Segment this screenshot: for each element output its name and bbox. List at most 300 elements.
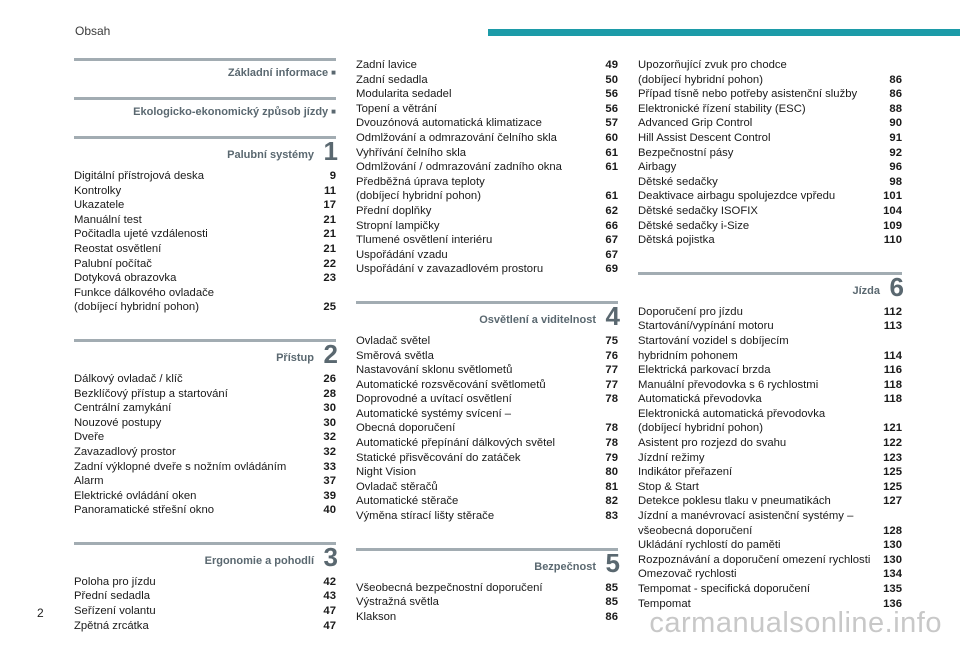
entry-title: Funkce dálkového ovladače — [74, 286, 215, 299]
entry-page: 101 — [883, 190, 902, 203]
toc-entry[interactable] — [356, 421, 618, 436]
entry-title: Bezklíčový přístup a startování — [74, 387, 228, 400]
entry-page: 92 — [889, 146, 902, 159]
entry-page: 76 — [605, 349, 618, 362]
toc-entry[interactable] — [356, 494, 618, 509]
section-title — [227, 149, 314, 161]
toc-entry[interactable] — [638, 421, 902, 436]
toc-entry[interactable] — [74, 286, 336, 301]
toc-entry[interactable] — [356, 378, 618, 393]
entry-title: Statické přisvěcování do zatáček — [356, 451, 521, 464]
entry-page: 62 — [605, 204, 618, 217]
entry-page: 47 — [323, 605, 336, 618]
entry-page: 56 — [605, 88, 618, 101]
toc-entry[interactable] — [356, 262, 618, 277]
toc-entry[interactable] — [638, 349, 902, 364]
toc-entry[interactable] — [356, 248, 618, 263]
toc-entry[interactable] — [638, 509, 902, 524]
entry-title: Modularita sedadel — [356, 88, 452, 101]
entry-title: Všeobecná bezpečnostní doporučení — [356, 581, 543, 594]
toc-entry[interactable] — [74, 503, 336, 518]
entry-page: 127 — [883, 495, 902, 508]
entry-title: Elektronická automatická převodovka — [638, 407, 826, 420]
toc-entry[interactable] — [356, 451, 618, 466]
entry-page: 22 — [323, 257, 336, 270]
toc-section — [356, 58, 618, 277]
toc-entry[interactable] — [356, 204, 618, 219]
toc-entry[interactable] — [356, 407, 618, 422]
entry-title: Dětské sedačky i-Size — [638, 219, 750, 232]
entry-page: 80 — [605, 466, 618, 479]
toc-entry[interactable] — [638, 407, 902, 422]
watermark: carmanualsonline.info — [649, 607, 942, 639]
section-title — [852, 285, 880, 297]
entry-title: Výstražná světla — [356, 596, 439, 609]
entry-title: (dobíjecí hybridní pohon) — [638, 422, 763, 435]
entry-title: Dětské sedačky — [638, 175, 718, 188]
entry-title: Elektrické ovládání oken — [74, 489, 197, 502]
entry-title: Výměna stírací lišty stěrače — [356, 510, 495, 523]
entry-page: 28 — [323, 387, 336, 400]
entry-title: Uspořádání v zavazadlovém prostoru — [356, 263, 544, 276]
toc-section — [356, 548, 618, 625]
section-title-text: Osvětlení a viditelnost — [479, 313, 596, 326]
entry-page: 83 — [605, 510, 618, 523]
toc-entry[interactable] — [74, 169, 336, 184]
entry-title: Automatické systémy svícení – — [356, 407, 512, 420]
entry-title: Asistent pro rozjezd do svahu — [638, 437, 787, 450]
entry-page: 43 — [323, 590, 336, 603]
toc-column-1 — [74, 58, 336, 657]
entry-title: Ukládání rychlostí do paměti — [638, 539, 781, 552]
toc-entry[interactable] — [638, 233, 902, 248]
toc-section — [74, 136, 336, 315]
toc-entry[interactable] — [638, 116, 902, 131]
toc-entry[interactable] — [74, 271, 336, 286]
entry-title: Indikátor přeřazení — [638, 466, 733, 479]
toc-entry[interactable] — [638, 436, 902, 451]
entry-page: 77 — [605, 378, 618, 391]
toc-entry[interactable] — [74, 489, 336, 504]
entry-title: Ovladač stěračů — [356, 480, 438, 493]
entry-page: 56 — [605, 102, 618, 115]
section-title-text: Základní informace — [227, 67, 329, 79]
entry-title: Panoramatické střešní okno — [74, 504, 215, 517]
section-heading — [74, 542, 336, 575]
toc-entry[interactable] — [638, 582, 902, 597]
entry-title: Kontrolky — [74, 184, 122, 197]
toc-entry[interactable] — [356, 146, 618, 161]
entry-title: Jízdní a manévrovací asistenční systémy – — [638, 510, 854, 523]
toc-entry[interactable] — [356, 392, 618, 407]
entry-title: Automatické stěrače — [356, 495, 459, 508]
entry-title: Automatické rozsvěcování světlometů — [356, 378, 546, 391]
entry-title: Ovladač světel — [356, 334, 431, 347]
entry-page: 23 — [323, 272, 336, 285]
entry-title: Digitální přístrojová deska — [74, 170, 204, 182]
entry-page: 118 — [883, 393, 902, 406]
entry-title: Předběžná úprava teploty — [356, 175, 485, 188]
toc-entry[interactable] — [638, 175, 902, 190]
entry-page: 78 — [605, 422, 618, 435]
entry-title: Dětská pojistka — [638, 234, 715, 247]
entry-page: 69 — [605, 263, 618, 276]
toc-entry[interactable] — [356, 610, 618, 625]
toc-entry[interactable] — [638, 305, 902, 320]
toc-entry[interactable] — [74, 575, 336, 590]
entry-page: 32 — [323, 431, 336, 444]
toc-entry[interactable] — [638, 480, 902, 495]
entry-page: 110 — [883, 234, 902, 247]
entry-page: 135 — [883, 583, 902, 595]
entry-page: 57 — [605, 117, 618, 130]
entry-title: Zpětná zrcátka — [74, 619, 149, 632]
entry-page: 39 — [323, 489, 336, 502]
section-title-text: Palubní systémy — [227, 149, 314, 161]
toc-entry[interactable] — [638, 567, 902, 582]
section-heading — [638, 272, 902, 305]
entry-page: 104 — [883, 204, 902, 217]
toc-section — [74, 542, 336, 633]
entry-page: 123 — [883, 451, 902, 464]
entry-page: 67 — [605, 248, 618, 261]
toc-section — [74, 97, 336, 120]
entry-page: 37 — [323, 475, 336, 488]
section-title — [276, 352, 314, 364]
toc-section — [638, 272, 902, 611]
toc-entry[interactable] — [74, 257, 336, 272]
toc-entry[interactable] — [356, 480, 618, 495]
section-title-text: Ekologicko-ekonomický způsob jízdy — [133, 106, 329, 118]
entry-page: 85 — [605, 596, 618, 609]
entry-title: Rozpoznávání a doporučení omezení rychlosti — [638, 553, 871, 566]
entry-title: Manuální převodovka s 6 rychlostmi — [638, 378, 819, 391]
entry-title: Deaktivace airbagu spolujezdce vpředu — [638, 190, 836, 203]
entry-page: 61 — [605, 161, 618, 174]
entry-title: Nouzové postupy — [74, 416, 162, 429]
section-title — [534, 561, 596, 573]
entry-page: 21 — [323, 213, 336, 226]
toc-entry[interactable] — [356, 334, 618, 349]
toc-section — [74, 58, 336, 81]
entry-title: hybridním pohonem — [638, 349, 738, 362]
entry-title: Stop & Start — [638, 480, 699, 493]
page-header-title: Obsah — [75, 24, 111, 38]
toc-entry[interactable] — [356, 160, 618, 175]
toc-entry[interactable] — [74, 401, 336, 416]
entry-title: Zadní sedadla — [356, 73, 428, 86]
toc-entry[interactable] — [638, 87, 902, 102]
toc-entry[interactable] — [356, 175, 618, 190]
entry-page: 82 — [605, 495, 618, 508]
entry-title: Doporučení pro jízdu — [638, 305, 743, 318]
entry-page: 61 — [605, 190, 618, 203]
toc-entry[interactable] — [356, 581, 618, 596]
entry-title: Startování vozidel s dobíjecím — [638, 334, 789, 347]
entry-page: 118 — [883, 378, 902, 391]
toc-entry[interactable] — [356, 436, 618, 451]
section-number: 5 — [605, 547, 620, 578]
entry-title: Případ tísně nebo potřeby asistenční služby — [638, 88, 858, 101]
entry-page: 79 — [605, 451, 618, 464]
entry-title: Seřízení volantu — [74, 605, 156, 618]
entry-page: 26 — [323, 372, 336, 385]
toc-entry[interactable] — [356, 131, 618, 146]
section-number: 1 — [323, 136, 338, 166]
entry-title: Hill Assist Descent Control — [638, 131, 771, 144]
entry-page: 75 — [605, 334, 618, 347]
toc-entry[interactable] — [356, 87, 618, 102]
header-accent-bar — [488, 29, 960, 36]
entry-page: 78 — [605, 393, 618, 406]
toc-entry[interactable] — [638, 363, 902, 378]
entry-page: 50 — [605, 73, 618, 86]
entry-page: 114 — [883, 349, 902, 362]
toc-entry[interactable] — [638, 189, 902, 204]
entry-page: 85 — [605, 581, 618, 594]
section-heading — [74, 97, 336, 120]
toc-entry[interactable] — [638, 58, 902, 73]
section-title-text: Jízda — [852, 284, 880, 297]
entry-title: (dobíjecí hybridní pohon) — [356, 190, 481, 203]
toc-entry[interactable] — [638, 451, 902, 466]
entry-title: Nastavování sklonu světlometů — [356, 364, 513, 377]
toc-entry[interactable] — [638, 553, 902, 568]
section-title — [479, 314, 596, 326]
entry-title: Alarm — [74, 475, 104, 488]
section-title — [228, 67, 336, 79]
entry-title: Odmlžování a odmrazování čelního skla — [356, 131, 557, 144]
toc-entry[interactable] — [356, 595, 618, 610]
entry-title: Manuální test — [74, 213, 142, 226]
toc-entry[interactable] — [638, 160, 902, 175]
entry-page: 30 — [323, 416, 336, 429]
entry-title: Přední sedadla — [74, 590, 150, 603]
entry-page: 9 — [329, 170, 336, 182]
entry-title: Centrální zamykání — [74, 402, 172, 415]
toc-section — [356, 301, 618, 524]
toc-entry[interactable] — [638, 204, 902, 219]
toc-entry[interactable] — [356, 219, 618, 234]
toc-entry[interactable] — [638, 334, 902, 349]
toc-entry[interactable] — [74, 387, 336, 402]
entry-title: Reostat osvětlení — [74, 242, 162, 255]
section-number: 2 — [323, 338, 338, 369]
toc-entry[interactable] — [638, 73, 902, 88]
toc-entry[interactable] — [74, 619, 336, 634]
toc-entry[interactable] — [74, 372, 336, 387]
entry-title: Odmlžování / odmrazování zadního okna — [356, 161, 562, 174]
entry-page: 21 — [323, 242, 336, 255]
entry-page: 122 — [883, 437, 902, 450]
toc-entry[interactable] — [638, 494, 902, 509]
toc-entry[interactable] — [74, 460, 336, 475]
entry-page: 91 — [889, 131, 902, 144]
section-heading — [74, 58, 336, 81]
entry-page: 112 — [883, 305, 902, 318]
toc-entry[interactable] — [638, 378, 902, 393]
toc-entry[interactable] — [356, 509, 618, 524]
section-heading — [74, 339, 336, 372]
entry-page: 42 — [323, 575, 336, 588]
entry-title: Dětské sedačky ISOFIX — [638, 204, 758, 217]
toc-entry[interactable] — [638, 538, 902, 553]
entry-page: 11 — [324, 184, 336, 197]
entry-title: Zavazadlový prostor — [74, 445, 176, 458]
toc-entry[interactable] — [74, 300, 336, 315]
entry-page: 32 — [323, 445, 336, 458]
entry-page: 30 — [323, 402, 336, 415]
section-heading — [74, 136, 336, 169]
toc-column-3 — [638, 58, 902, 635]
section-heading — [356, 301, 618, 334]
toc-entry[interactable] — [74, 184, 336, 199]
entry-title: Zadní výklopné dveře s nožním ovládáním — [74, 460, 287, 473]
toc-entry[interactable] — [638, 102, 902, 117]
section-number: 4 — [605, 300, 620, 331]
toc-entry[interactable] — [74, 242, 336, 257]
entry-page: 90 — [889, 117, 902, 130]
entry-title: Dálkový ovladač / klíč — [74, 372, 183, 385]
entry-page: 33 — [323, 460, 336, 473]
toc-entry[interactable] — [74, 198, 336, 213]
toc-entry[interactable] — [74, 474, 336, 489]
entry-page: 136 — [883, 597, 902, 610]
entry-title: Dvouzónová automatická klimatizace — [356, 117, 542, 130]
entry-title: Dotyková obrazovka — [74, 272, 177, 285]
entry-title: Omezovač rychlosti — [638, 568, 737, 581]
toc-entry[interactable] — [356, 102, 618, 117]
toc-entry[interactable] — [74, 213, 336, 228]
entry-title: Přední doplňky — [356, 204, 432, 217]
entry-page: 86 — [605, 610, 618, 623]
entry-page: 130 — [883, 553, 902, 566]
entry-page: 86 — [889, 73, 902, 86]
entry-title: Dveře — [74, 431, 105, 444]
entry-page: 49 — [605, 59, 618, 71]
entry-title: Stropní lampičky — [356, 219, 440, 232]
entry-title: Airbagy — [638, 161, 677, 174]
bullet-icon: ■ — [331, 107, 336, 116]
toc-entry[interactable] — [74, 416, 336, 431]
toc-entry[interactable] — [638, 146, 902, 161]
toc-entry[interactable] — [638, 524, 902, 539]
section-title — [205, 555, 314, 567]
entry-page: 134 — [883, 568, 902, 581]
entry-title: Klakson — [356, 610, 397, 623]
section-title — [133, 106, 336, 118]
entry-title: Bezpečnostní pásy — [638, 146, 734, 159]
entry-title: Tempomat — [638, 597, 691, 610]
entry-page: 125 — [883, 466, 902, 479]
entry-title: Topení a větrání — [356, 102, 438, 115]
entry-page: 86 — [889, 88, 902, 101]
toc-entry[interactable] — [356, 349, 618, 364]
entry-title: (dobíjecí hybridní pohon) — [74, 301, 199, 314]
toc-entry[interactable] — [74, 430, 336, 445]
toc-entry[interactable] — [74, 604, 336, 619]
entry-title: všeobecná doporučení — [638, 524, 753, 537]
section-heading — [356, 548, 618, 581]
entry-title: Palubní počítač — [74, 257, 152, 270]
entry-title: Zadní lavice — [356, 59, 417, 71]
toc-entry[interactable] — [638, 131, 902, 146]
section-title-text: Ergonomie a pohodlí — [204, 554, 314, 567]
entry-title: Advanced Grip Control — [638, 117, 753, 130]
toc-entry[interactable] — [356, 363, 618, 378]
entry-title: Tlumené osvětlení interiéru — [356, 234, 493, 247]
entry-page: 61 — [605, 146, 618, 159]
bullet-icon: ■ — [331, 68, 336, 77]
entry-page: 125 — [883, 480, 902, 493]
entry-title: Ukazatele — [74, 199, 125, 212]
entry-title: Vyhřívání čelního skla — [356, 146, 467, 159]
entry-title: Automatické přepínání dálkových světel — [356, 437, 556, 450]
toc-entry[interactable] — [74, 589, 336, 604]
entry-title: Poloha pro jízdu — [74, 575, 156, 588]
toc-entry[interactable] — [356, 58, 618, 73]
entry-page: 77 — [605, 364, 618, 377]
toc-entry[interactable] — [638, 219, 902, 234]
entry-title: (dobíjecí hybridní pohon) — [638, 73, 763, 86]
toc-column-2 — [356, 58, 618, 648]
toc-entry[interactable] — [356, 73, 618, 88]
entry-title: Upozorňující zvuk pro chodce — [638, 59, 787, 71]
toc-entry[interactable] — [638, 392, 902, 407]
page-number: 2 — [37, 606, 44, 620]
toc-entry[interactable] — [356, 465, 618, 480]
entry-title: Počitadla ujeté vzdálenosti — [74, 228, 208, 241]
entry-title: Směrová světla — [356, 349, 434, 362]
entry-page: 130 — [883, 539, 902, 552]
entry-page: 81 — [605, 480, 618, 493]
entry-page: 47 — [323, 619, 336, 632]
section-number: 3 — [323, 541, 338, 572]
section-title-text: Bezpečnost — [534, 560, 596, 573]
entry-title: Elektrická parkovací brzda — [638, 364, 771, 377]
toc-section — [74, 339, 336, 518]
entry-page: 98 — [889, 175, 902, 188]
toc-entry[interactable] — [638, 319, 902, 334]
entry-page: 40 — [323, 504, 336, 517]
entry-page: 67 — [605, 234, 618, 247]
entry-page: 113 — [883, 320, 902, 333]
entry-title: Uspořádání vzadu — [356, 248, 448, 261]
toc-entry[interactable] — [638, 465, 902, 480]
entry-page: 96 — [889, 161, 902, 174]
entry-page: 128 — [883, 524, 902, 537]
entry-page: 21 — [323, 228, 336, 241]
toc-section — [638, 58, 902, 248]
toc-entry[interactable] — [74, 445, 336, 460]
toc-entry[interactable] — [74, 227, 336, 242]
entry-page: 88 — [889, 102, 902, 115]
toc-entry[interactable] — [356, 189, 618, 204]
entry-title: Tempomat - specifická doporučení — [638, 583, 811, 595]
toc-entry[interactable] — [356, 233, 618, 248]
entry-title: Elektronické řízení stability (ESC) — [638, 102, 806, 115]
entry-page: 60 — [605, 131, 618, 144]
entry-title: Obecná doporučení — [356, 422, 456, 435]
section-number: 6 — [889, 271, 904, 302]
entry-page: 17 — [323, 199, 336, 212]
entry-title: Jízdní režimy — [638, 451, 705, 464]
section-title-text: Přístup — [276, 351, 314, 364]
entry-page: 78 — [605, 437, 618, 450]
toc-entry[interactable] — [356, 116, 618, 131]
entry-title: Night Vision — [356, 466, 417, 479]
entry-page: 66 — [605, 219, 618, 232]
